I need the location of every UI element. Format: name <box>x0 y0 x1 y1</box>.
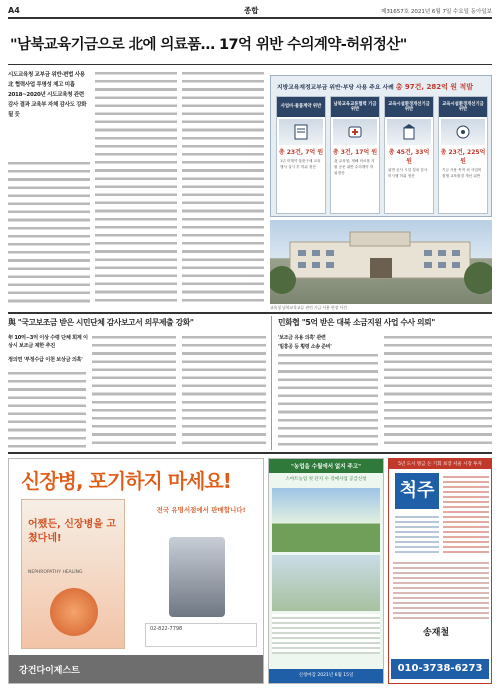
main-text-col2 <box>95 70 177 306</box>
building-icon <box>387 119 431 145</box>
info-card-3 <box>384 96 434 214</box>
issue-meta: 제31657호 2021년 6월 7일 수요일 동아일보 <box>381 9 492 15</box>
info-card-title: 교육시설환경개선기금 위반 <box>385 97 433 117</box>
book-cover <box>21 499 125 649</box>
info-card-2 <box>330 96 380 214</box>
photo-caption: 교육청 남북교육교류 관련 기금 사용 현장 사진 <box>270 305 347 310</box>
story3-subhead2: '밑흥공 등 횡령 소송 준비' <box>278 344 332 350</box>
classified-logo: 척주 <box>395 473 439 509</box>
section-divider <box>8 312 492 314</box>
classified-details <box>393 559 489 619</box>
classified-banner: 5년 도시 방금 돈 기회 보장 서울 시장 투자 <box>389 459 491 469</box>
info-card-value: 총 23건, 225억 원 <box>440 149 486 165</box>
story3-col2 <box>384 334 492 448</box>
farm-ad-title: "농업을 수월에서 없지 주고" <box>269 459 383 473</box>
info-card-value: 총 23건, 7억 원 <box>278 149 324 156</box>
book-ad-footer <box>9 655 263 683</box>
document-icon <box>279 119 323 145</box>
book-order-box <box>145 623 257 647</box>
infographic-total: 총 97건, 282억 원 적발 <box>395 83 474 91</box>
story3-subhead: '보조금 유용 의혹' 관련 <box>278 335 326 341</box>
farm-ad[interactable] <box>268 458 384 684</box>
info-card-desc: 기금 사용 목적 외 사업비 집행 교육환경 개선 위반 <box>442 168 482 178</box>
main-text-col1 <box>8 160 90 306</box>
main-deck-text: 시도교육청 교부금 위반·편법 사용 北 협력사업 투명성 제고 미흡 2018~2020년 시도교육청 관련 감사 결과 교육부 자체 감사도 강화될 듯 <box>8 72 87 118</box>
info-card-value: 총 3건, 17억 원 <box>332 149 378 156</box>
medicine-icon <box>333 119 377 145</box>
infographic-title <box>277 82 473 92</box>
column-divider <box>271 316 272 450</box>
info-card-title: 남북교육교류협력 기금 위반 <box>331 97 379 117</box>
classified-text <box>395 513 439 553</box>
info-card-title: 교육시설환경개선기금 위반 <box>439 97 487 117</box>
farm-ad-text <box>272 614 380 654</box>
story2-subhead2: 정의연 '부정수급 이천 보상금 의혹' <box>8 357 83 363</box>
building-photo <box>270 220 492 304</box>
story3-col1 <box>278 352 378 448</box>
farm-ad-sub: 스마트농업 첫 단지 수 강매사업 공급신청 <box>285 477 367 482</box>
building-illustration <box>270 220 492 304</box>
info-card-desc: 위반 공사 시설 설치 감사 미시행 허위 정산 <box>388 168 428 178</box>
info-card-desc: 北 교육청, 재해 의료품 지원 공문 위반 수의계약 허위정산 <box>334 159 375 175</box>
tools-icon <box>441 119 485 145</box>
story2-col2 <box>92 334 176 448</box>
infographic-box <box>270 75 492 217</box>
story2-headline: 與 "국고보조금 받은 시민단체 감사보고서 의무제출 강화" <box>8 318 194 327</box>
section-label: 종합 <box>244 6 259 15</box>
info-card-value: 총 45건, 33억 원 <box>388 149 430 165</box>
classified-ad[interactable] <box>388 458 492 684</box>
story2-subhead: 年 10억∼3억 이상 수령 단체 회계 이상시 보조금 제한 추진 <box>8 335 88 349</box>
divider <box>8 64 492 65</box>
page-number: A4 <box>8 6 20 15</box>
story2-col3 <box>182 334 266 448</box>
ad-divider <box>8 452 492 454</box>
main-headline: "남북교육기금으로 北에 의료품… 17억 위반 수의계약-허위정산" <box>10 36 407 53</box>
farm-ad-cta: 신청마감 2021년 6월 15일 <box>269 669 383 683</box>
book-cover-title: 어쨌든, 신장병을 고쳤다네! <box>28 519 117 544</box>
greenhouse-photo <box>272 488 380 552</box>
info-card-4 <box>438 96 488 214</box>
story3-headline: 민화협 "5억 받은 대북 소금지원 사업 수사 의뢰" <box>278 318 435 327</box>
phone-label: 02-822-7798 <box>150 626 183 632</box>
book-ad[interactable] <box>8 458 264 684</box>
info-card-1 <box>276 96 326 214</box>
book-ad-headline: 신장병, 포기하지 마세요! <box>21 469 231 493</box>
classified-phone[interactable]: 010-3738-6273 <box>391 659 489 679</box>
classified-name: 송재철 <box>423 628 450 638</box>
info-card-title: 사업비·물품계약 위반 <box>277 97 325 117</box>
main-deck <box>8 70 90 156</box>
story2-col1 <box>8 370 86 448</box>
farm-photo <box>272 555 380 611</box>
main-text-col3 <box>182 70 264 306</box>
author-photo <box>169 537 225 617</box>
page-header <box>8 5 492 19</box>
kidney-illustration <box>50 588 98 636</box>
book-ad-side-title: 전국 유명서점에서 판매합니다! <box>156 506 246 514</box>
book-cover-en: NEPHROPATHY HEALING <box>28 570 83 575</box>
info-card-desc: 1년 미계약 물품구매 교육행사 실시 후 허위 정산 <box>280 159 321 169</box>
publisher-name: 강건다이제스트 <box>19 666 80 676</box>
infographic-title-text: 지방교육재정교부금 위반·부당 사용 주요 사례 <box>277 85 394 91</box>
classified-list <box>443 473 489 553</box>
